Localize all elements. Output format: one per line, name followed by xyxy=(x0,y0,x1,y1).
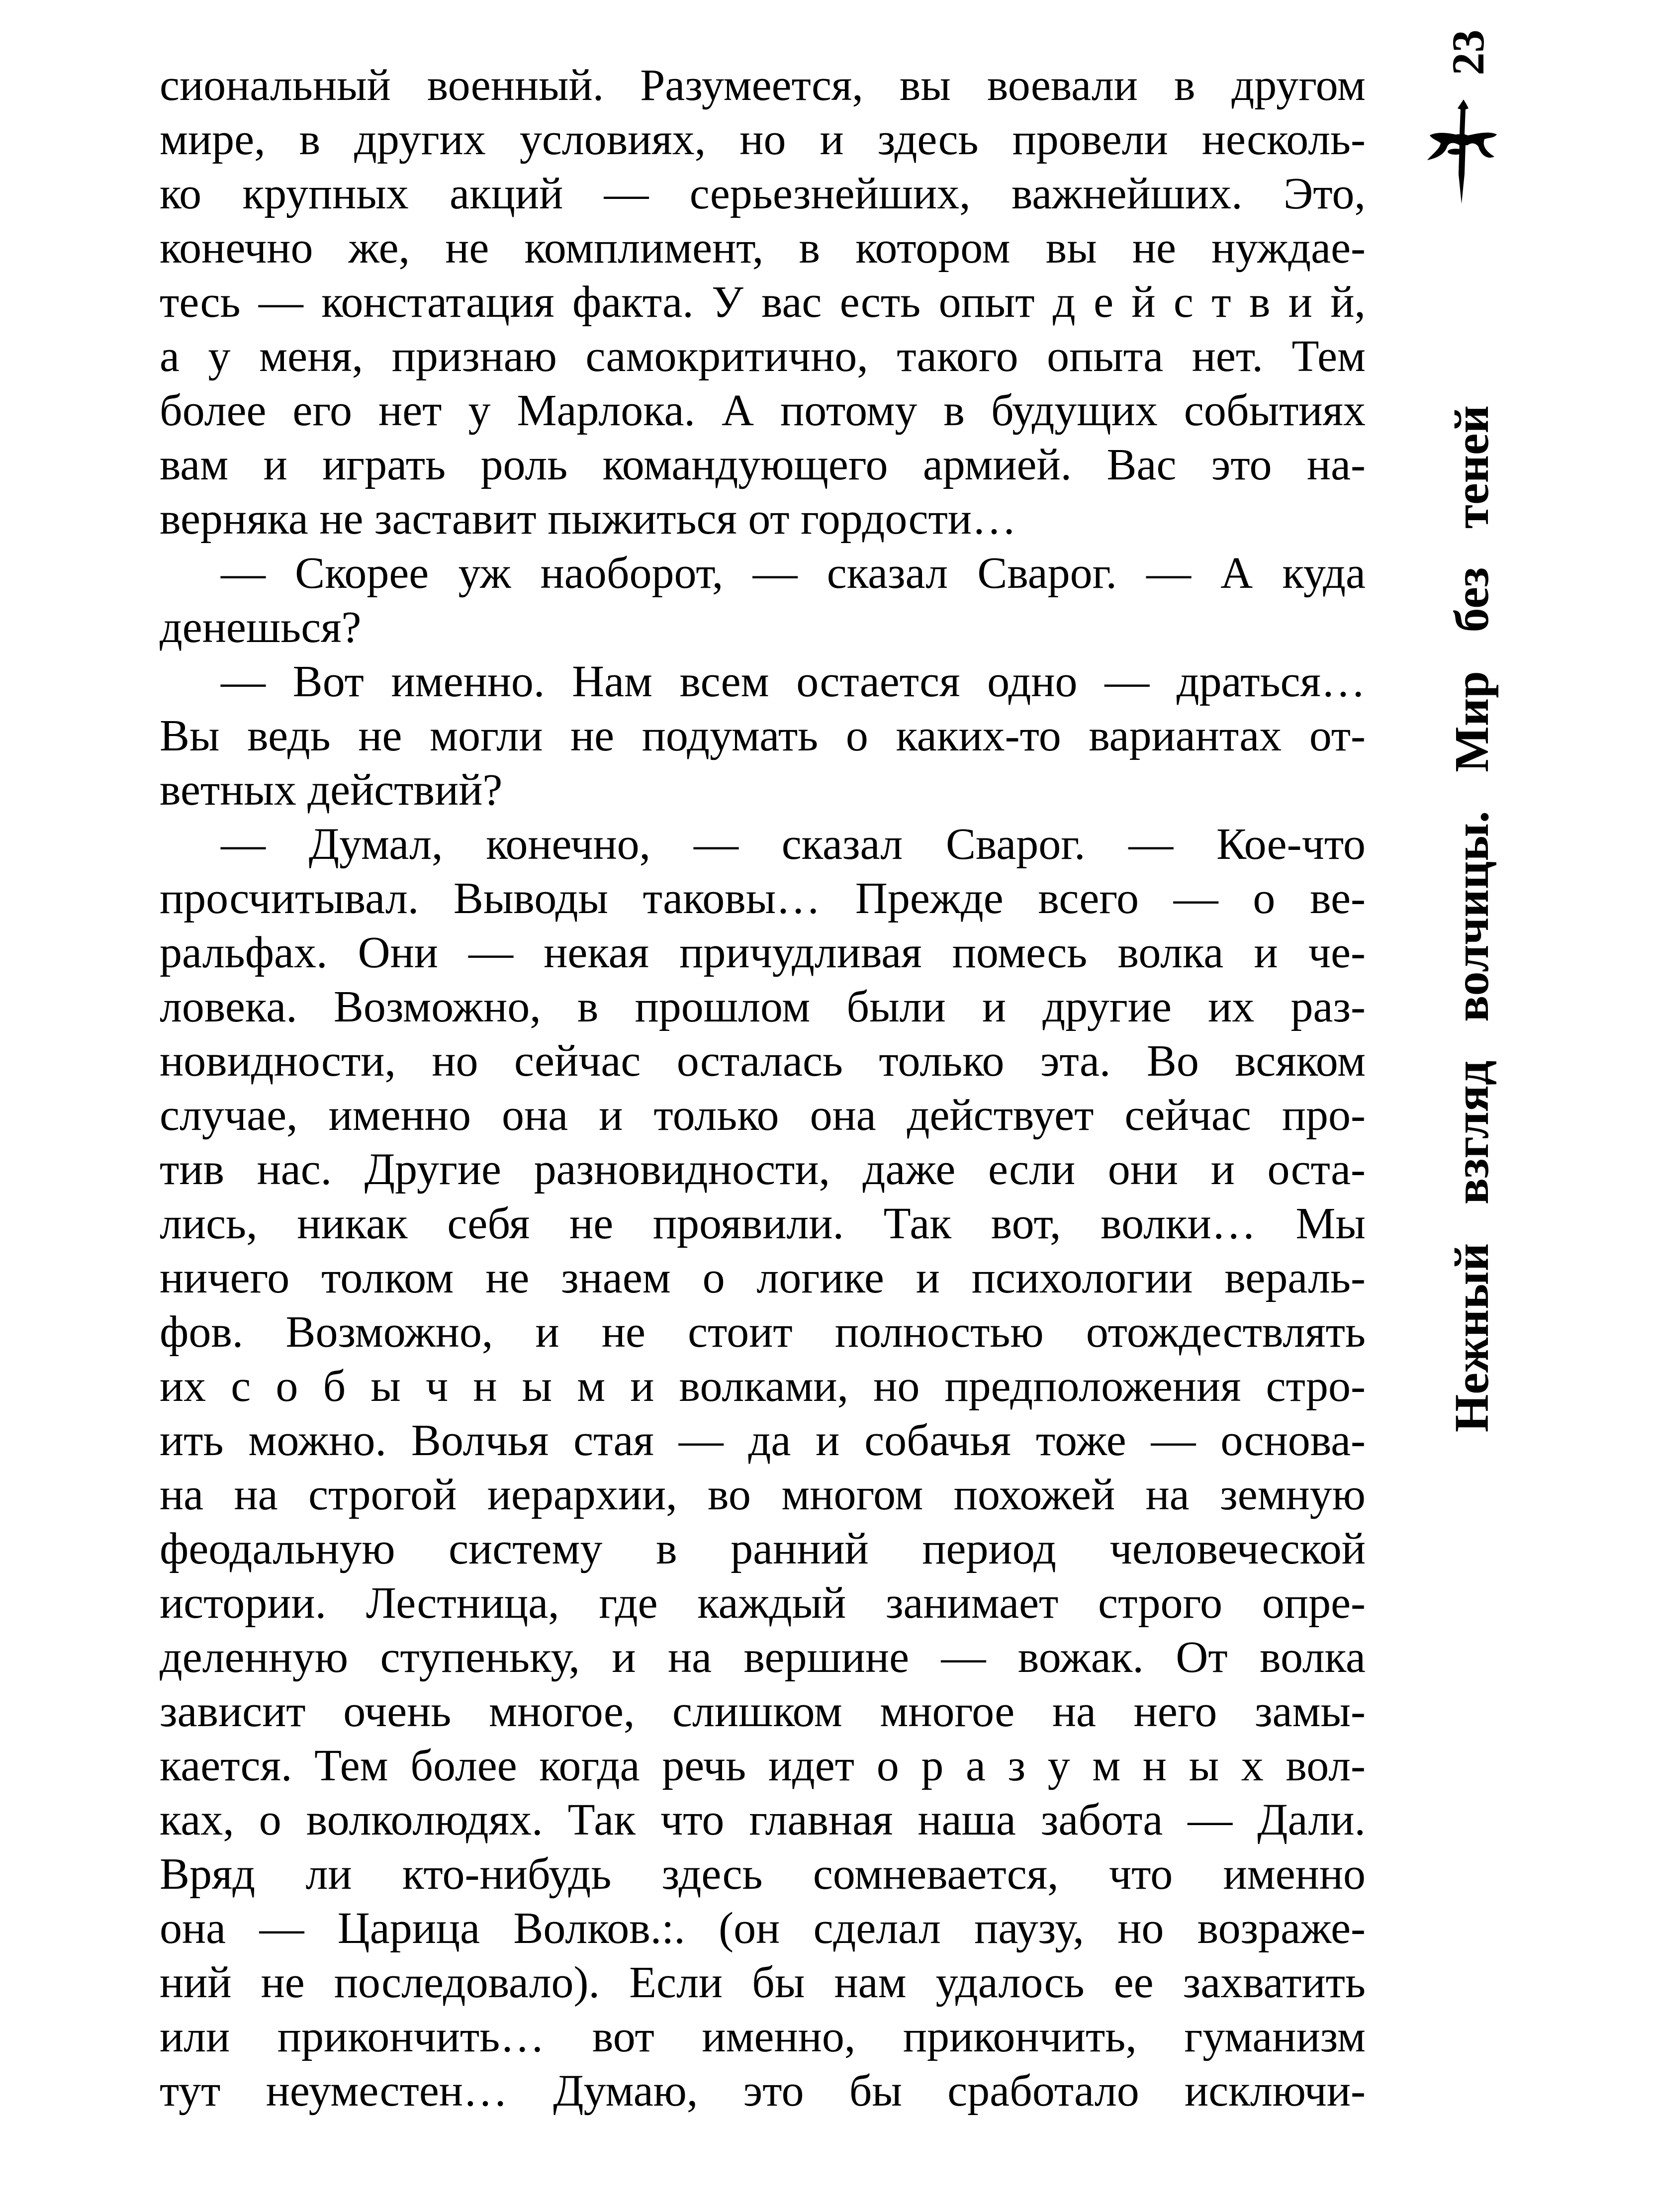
text-line: конечно же, не комплимент, в котором вы не нуждае- xyxy=(160,223,1366,273)
text-line: деленную ступеньку, и на вершине — вожак. От волка xyxy=(160,1633,1366,1682)
text-line: зависит очень многое, слишком многое на него замы- xyxy=(160,1687,1366,1736)
text-line: ничего толком не знаем о логике и психологии вераль- xyxy=(160,1253,1366,1302)
body-text xyxy=(160,58,1366,2118)
text-line: Вы ведь не могли не подумать о каких-то вариантах от- xyxy=(160,711,1366,760)
text-line: ко крупных акций — серьезнейших, важнейших. Это, xyxy=(160,169,1366,218)
text-line: а у меня, признаю самокритично, такого опыта нет. Тем xyxy=(160,332,1366,381)
text-line: сиональный военный. Разумеется, вы воевали в другом xyxy=(160,61,1366,110)
text-line: ральфах. Они — некая причудливая помесь волка и че- xyxy=(160,928,1366,977)
text-line: феодальную систему в ранний период человеческой xyxy=(160,1524,1366,1573)
text-line: ветных действий? xyxy=(160,765,503,815)
text-line: — Скорее уж наоборот, — сказал Сварог. — А куда xyxy=(221,549,1366,598)
text-line: на на строгой иерархии, во многом похожей на земную xyxy=(160,1470,1366,1519)
text-line: тесь — констатация факта. У вас есть опыт д е й с т в и й, xyxy=(160,277,1366,327)
text-line: новидности, но сейчас осталась только эта. Во всяком xyxy=(160,1036,1366,1086)
text-line: ках, о волколюдях. Так что главная наша забота — Дали. xyxy=(160,1795,1366,1844)
text-line: ний не последовало). Если бы нам удалось ее захватить xyxy=(160,1958,1366,2007)
text-line: случае, именно она и только она действует сейчас про- xyxy=(160,1091,1366,1140)
text-line: ить можно. Волчья стая — да и собачья тоже — основа- xyxy=(160,1416,1366,1465)
text-line: тив нас. Другие разновидности, даже если они и оста- xyxy=(160,1145,1366,1194)
text-line: верняка не заставит пыжиться от гордости… xyxy=(160,494,1017,544)
page-number: 23 xyxy=(1443,29,1493,76)
text-line: их с о б ы ч н ы м и волками, но предположения стро- xyxy=(160,1362,1366,1411)
text-line: она — Царица Волков.:. (он сделал паузу, но возраже- xyxy=(160,1904,1366,1953)
text-line: кается. Тем более когда речь идет о р а з у м н ы х вол- xyxy=(160,1741,1366,1790)
text-line: Вряд ли кто-нибудь здесь сомневается, что именно xyxy=(160,1849,1366,1899)
running-title: Нежный взгляд волчицы. Мир без теней xyxy=(1445,405,1499,1432)
text-line: просчитывал. Выводы таковы… Прежде всего — о ве- xyxy=(160,874,1366,923)
text-line: ловека. Возможно, в прошлом были и другие их раз- xyxy=(160,982,1366,1031)
text-line: — Думал, конечно, — сказал Сварог. — Кое-что xyxy=(221,820,1366,869)
dagger-icon xyxy=(1425,99,1502,204)
text-line: — Вот именно. Нам всем остается одно — драться… xyxy=(221,657,1366,706)
text-line: более его нет у Марлока. А потому в будущих событиях xyxy=(160,386,1366,435)
text-line: мире, в других условиях, но и здесь провели несколь- xyxy=(160,115,1366,164)
text-line: денешься? xyxy=(160,603,362,652)
text-line: вам и играть роль командующего армией. Вас это на- xyxy=(160,440,1366,489)
text-line: фов. Возможно, и не стоит полностью отождествлять xyxy=(160,1307,1366,1357)
text-line: или прикончить… вот именно, прикончить, гуманизм xyxy=(160,2012,1366,2061)
text-line: лись, никак себя не проявили. Так вот, волки… Мы xyxy=(160,1199,1366,1248)
text-line: тут неуместен… Думаю, это бы сработало исключи- xyxy=(160,2066,1366,2116)
text-line: истории. Лестница, где каждый занимает строго опре- xyxy=(160,1578,1366,1628)
